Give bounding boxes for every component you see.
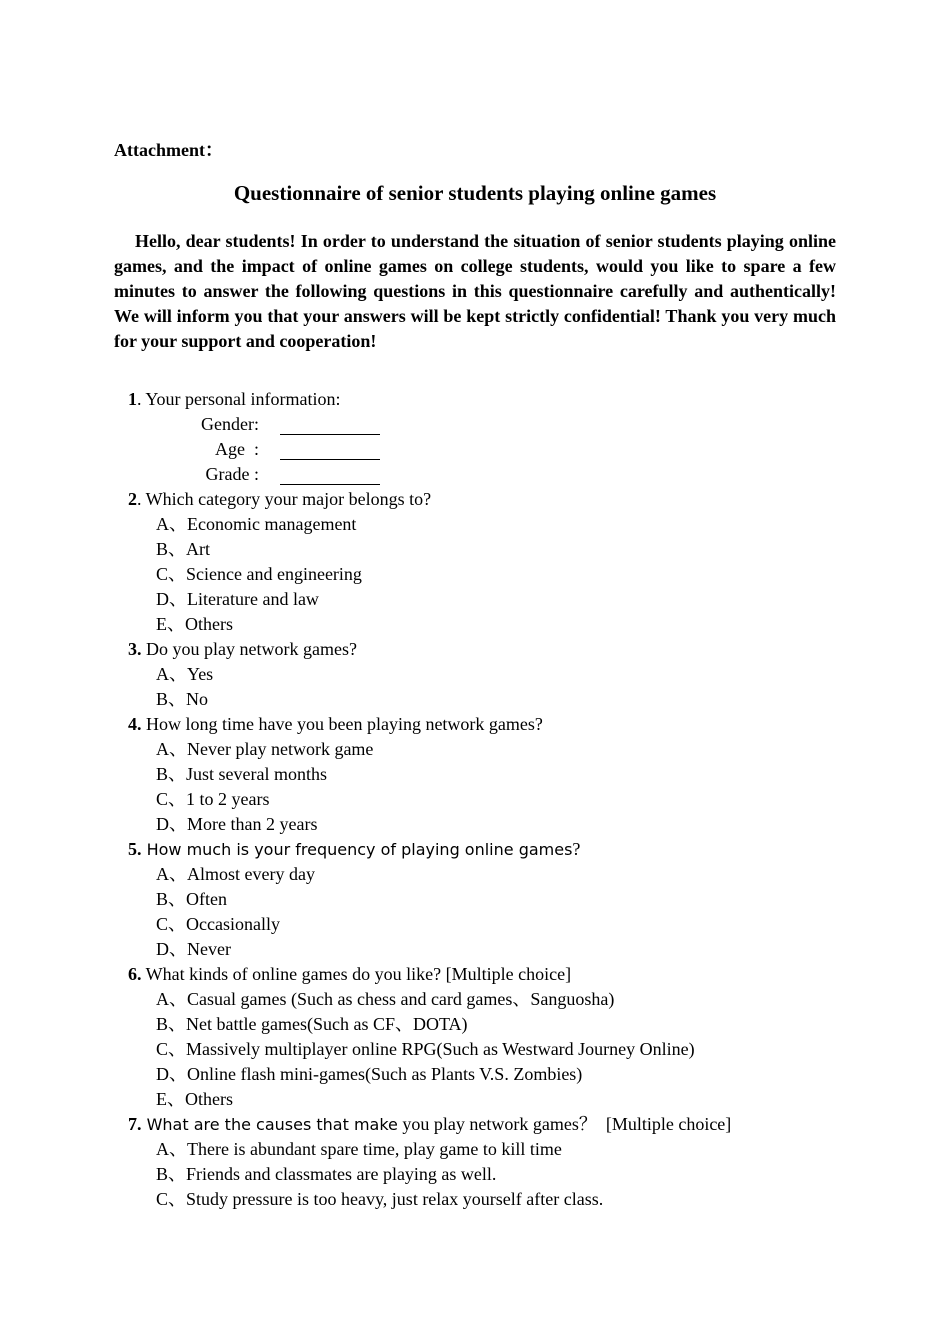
- intro-paragraph: Hello, dear students! In order to understand the situation of senior students playing online games, and the impact of online games on college students, would you like to spare a few minutes to answer the following questions in this questionnaire carefully and authentically! We will inform you that your answers will be kept strictly confidential! Thank you very much for your support and cooperation!: [114, 231, 836, 351]
- question-4: 4. How long time have you been playing network games?: [128, 714, 543, 734]
- option-6b[interactable]: B、Net battle games(Such as CF、DOTA): [156, 1014, 468, 1034]
- option-3b[interactable]: B、No: [156, 689, 209, 709]
- question-6: 6. What kinds of online games do you like? [Multiple choice]: [128, 964, 572, 984]
- option-5a[interactable]: A、Almost every day: [156, 864, 315, 884]
- gender-field: [128, 412, 888, 437]
- grade-label: Grade :: [205, 464, 259, 484]
- option-5d[interactable]: D、Never: [156, 939, 231, 959]
- question-7: 7. What are the causes that make you play network games？ [Multiple choice]: [128, 1114, 732, 1134]
- option-6e[interactable]: E、Others: [156, 1089, 233, 1109]
- option-4b[interactable]: B、Just several months: [156, 764, 327, 784]
- option-6d[interactable]: D、Online flash mini-games(Such as Plants V.S. Zombies): [156, 1064, 583, 1084]
- question-list: [128, 387, 888, 1212]
- option-6a[interactable]: A、Casual games (Such as chess and card games、Sanguosha): [156, 989, 615, 1009]
- option-4c[interactable]: C、1 to 2 years: [156, 789, 270, 809]
- gender-blank[interactable]: [280, 412, 380, 437]
- age-field: [128, 437, 888, 462]
- option-4d[interactable]: D、More than 2 years: [156, 814, 318, 834]
- option-2a[interactable]: A、Economic management: [156, 514, 357, 534]
- question-2: 2. Which category your major belongs to?: [128, 489, 432, 509]
- option-5b[interactable]: B、Often: [156, 889, 227, 909]
- option-2c[interactable]: C、Science and engineering: [156, 564, 362, 584]
- grade-blank[interactable]: [280, 462, 380, 487]
- option-7a[interactable]: A、There is abundant spare time, play game to kill time: [156, 1139, 562, 1159]
- gender-label: Gender:: [201, 414, 259, 434]
- grade-field: [128, 462, 888, 487]
- questionnaire-title: Questionnaire of senior students playing online games: [233, 181, 717, 205]
- age-blank[interactable]: [280, 437, 380, 462]
- option-3a[interactable]: A、Yes: [156, 664, 214, 684]
- age-label: Age :: [215, 439, 259, 459]
- question-1: 1. Your personal information:: [128, 389, 341, 409]
- option-7b[interactable]: B、Friends and classmates are playing as well.: [156, 1164, 497, 1184]
- question-3: 3. Do you play network games?: [128, 639, 357, 659]
- attachment-label: Attachment：: [114, 140, 223, 160]
- option-2e[interactable]: E、Others: [156, 614, 233, 634]
- option-2b[interactable]: B、Art: [156, 539, 210, 559]
- question-5: 5. How much is your frequency of playing online games?: [128, 839, 581, 859]
- option-5c[interactable]: C、Occasionally: [156, 914, 280, 934]
- option-6c[interactable]: C、Massively multiplayer online RPG(Such as Westward Journey Online): [156, 1039, 695, 1059]
- option-7c[interactable]: C、Study pressure is too heavy, just relax yourself after class.: [156, 1189, 604, 1209]
- option-4a[interactable]: A、Never play network game: [156, 739, 374, 759]
- option-2d[interactable]: D、Literature and law: [156, 589, 319, 609]
